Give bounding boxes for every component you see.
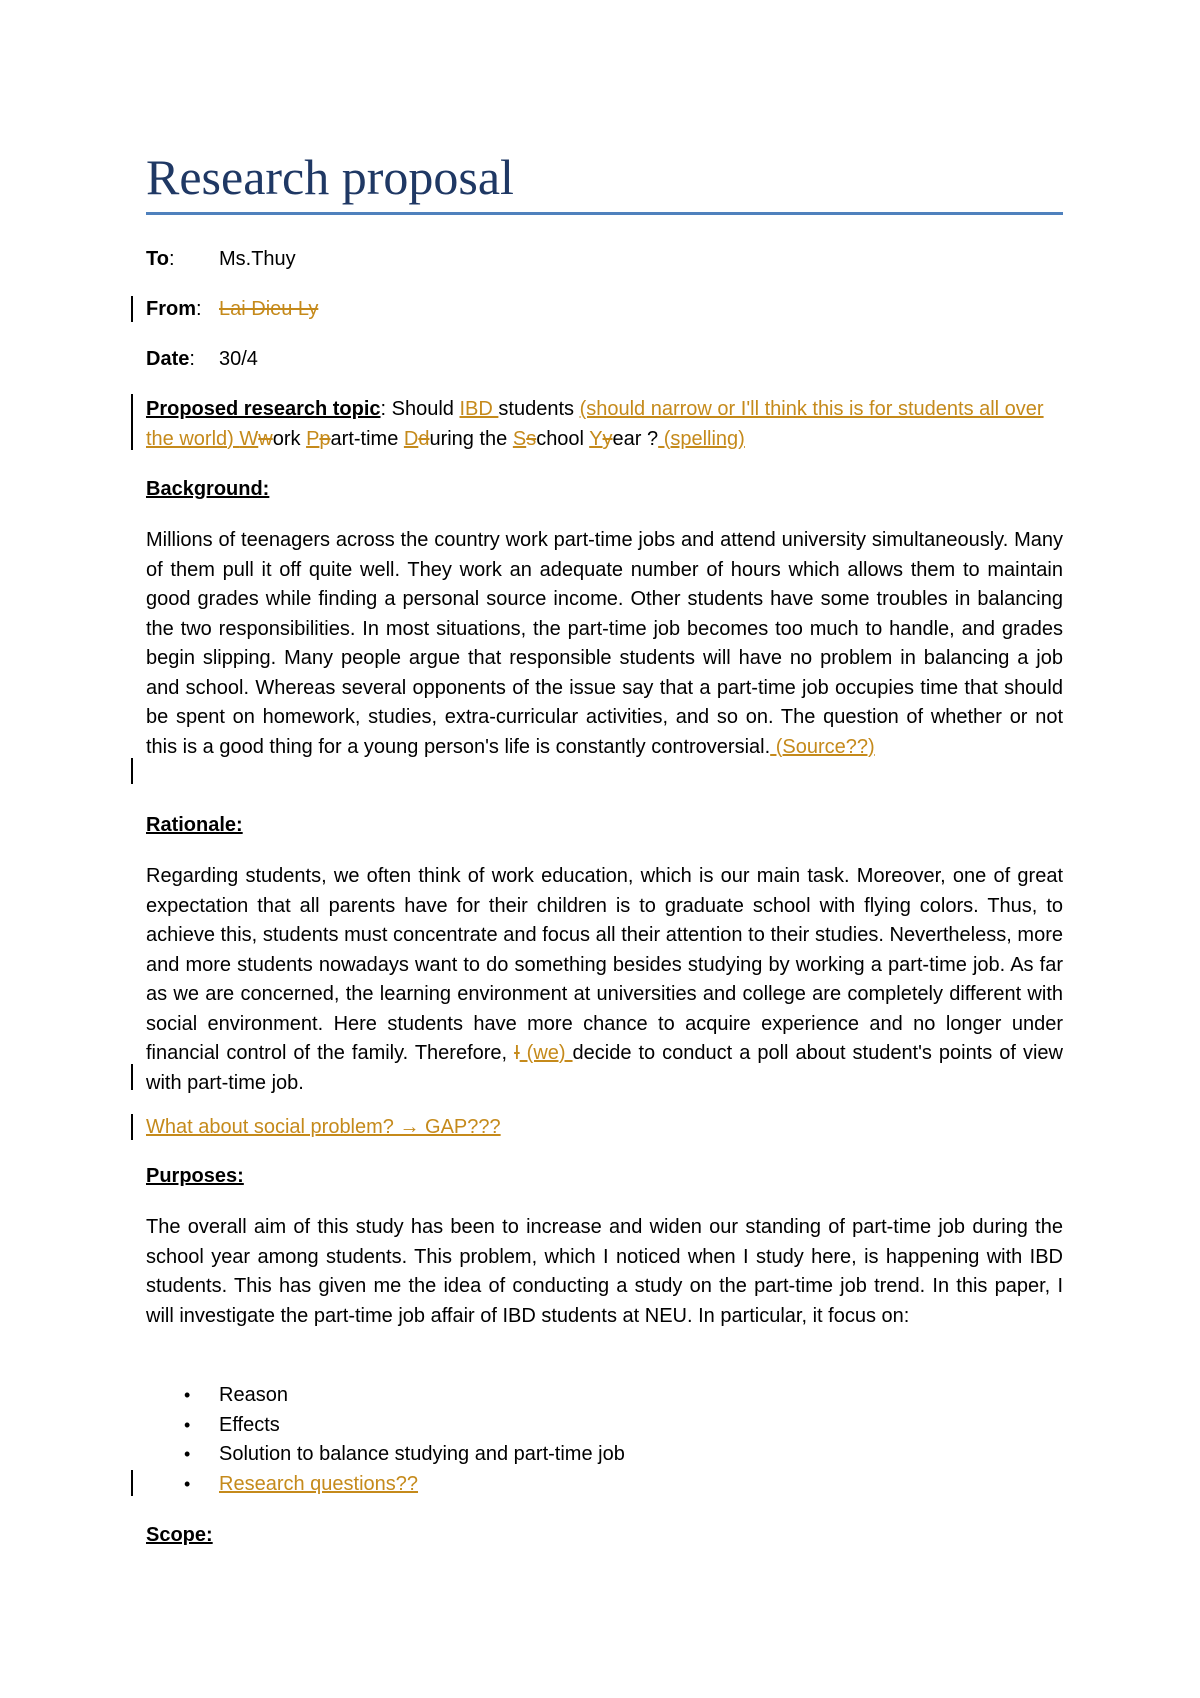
purposes-paragraph: The overall aim of this study has been to increase and widen our standing of part-time job during the school year among students. This problem, which I noticed when I study here, is happening with IBD students. This has given me the idea of conducting a study on the part-time job trend. In this paper, I will investigate the part-time job affair of IBD students at NEU. In particular, it focus on: [146,1216,1063,1327]
memo-date-row [146,346,258,372]
tracked-insertion-we: (we) [519,1042,573,1064]
document-title: Research proposal [146,149,514,205]
memo-to-row [146,246,296,272]
scope-heading: Scope: [146,1524,213,1546]
list-item: • Solution to balance studying and part-time job [184,1443,625,1465]
purposes-list [146,1381,625,1499]
change-bar [131,1470,133,1496]
list-item-inserted: • Research questions?? [184,1472,419,1495]
tracked-comment-spelling: (spelling) [658,427,745,450]
list-item: • Effects [184,1413,280,1436]
memo-date-label: Date: [146,348,195,370]
rationale-heading: Rationale: [146,814,243,836]
tracked-comment-source: (Source??) [770,735,875,758]
purposes-heading: Purposes: [146,1165,244,1187]
memo-from-row [146,296,318,322]
change-bar [131,394,133,450]
change-bar [131,758,133,784]
change-bar [131,296,133,322]
memo-to-value: Ms.Thuy [219,248,296,270]
memo-from-value-deleted: Lai Dieu Ly [219,298,319,320]
social-problem-comment: What about social problem? → GAP??? [146,1116,501,1138]
title-underline-rule [146,212,1063,215]
change-bar [131,1064,133,1090]
memo-date-value: 30/4 [219,348,258,370]
memo-from-label: From: [146,298,202,320]
rationale-paragraph: Regarding students, we often think of work education, which is our main task. Moreover, one of great expectation that all parents have for their children is to graduate school with flying colors. Thus, to achieve this, students must concentrate and focus all their attention to their studies. Nevertheless, more and more students nowadays want to do something besides studying by working a part-time job. As far as we are concerned, the learning environment at universities and college are completely different with social environment. Here students have more chance to acquire experience and no longer under financial control of the family. Therefore, I (we) decide to conduct a poll about student's points of view with part-time job. [146,865,1063,1094]
list-item: • Reason [184,1384,288,1406]
tracked-comment: (should narrow or I'll think this is for students all over the world) [146,398,1044,450]
proposed-topic-paragraph: Proposed research topic: Should IBD students (should narrow or I'll think this is for students all over the world) Wwork Ppart-time Dduring the Sschool Yyear ? (spelling) [146,398,1044,450]
background-paragraph: Millions of teenagers across the country work part-time jobs and attend university simultaneously. Many of them pull it off quite well. They work an adequate number of hours which allows them to maintain good grades while finding a personal source income. Other students have some troubles in balancing the two responsibilities. In most situations, the part-time job becomes too much to handle, and grades begin slipping. Many people argue that responsible students will have no problem in balancing a job and school. Whereas several opponents of the issue say that a part-time job occupies time that should be spent on homework, studies, extra-curricular activities, and so on. The question of whether or not this is a good thing for a young person's life is constantly controversial. (Source??) [146,529,1063,758]
tracked-insertion: IBD [459,398,499,420]
memo-to-label: To: [146,248,175,270]
background-heading: Background: [146,478,270,500]
change-bar [131,1114,133,1140]
proposed-topic-label: Proposed research topic [146,398,381,420]
